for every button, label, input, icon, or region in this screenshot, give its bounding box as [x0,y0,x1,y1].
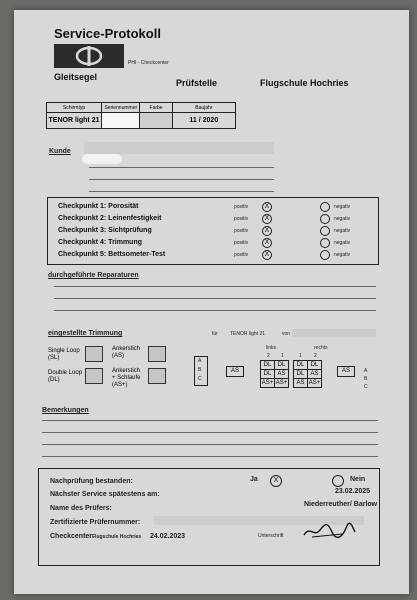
checkpoint-label: Checkpunkt 3: Sichtprüfung [58,227,152,234]
as-box-left: AS [226,366,244,377]
ja-label: Ja [250,476,258,483]
value-farbe [140,113,172,129]
as-box-right: AS [337,366,355,377]
trim-von: von [282,331,291,337]
positive-checkbox[interactable]: X [262,238,272,248]
rechts-label: rechts [314,345,328,351]
trim-grid-cell: DL [308,361,322,370]
checkpoint-label: Checkpunkt 4: Trimmung [58,239,143,246]
redacted-name [82,154,122,164]
kunde-label: Kunde [49,148,71,155]
single-loop-label: Single Loop (SL) [48,348,80,361]
ankerstich-label: Ankerstich (AS) [112,346,141,359]
trim-grid-cell: DL [294,370,308,379]
negative-checkbox[interactable] [320,250,330,260]
school-name: Flugschule Hochries [260,78,349,88]
trim-model: TENOR light 21 [230,331,266,337]
col-num-left-2: 2 [267,353,270,359]
negative-checkbox[interactable] [320,226,330,236]
trim-grid-cell: AS+ [308,380,321,386]
double-loop-image [85,368,103,384]
checkpoint-label: Checkpunkt 5: Bettsometer-Test [58,251,166,258]
nein-label: Nein [350,476,366,483]
trim-grid-cell: DL [275,361,289,370]
trim-grid-right [293,360,322,388]
positive-label: positiv [234,216,249,222]
trim-grid-cell: AS [308,370,322,379]
header-schirmtyp: Schirmtyp [47,103,102,113]
negative-checkbox[interactable] [320,202,330,212]
header-baujahr: Baujahr [172,103,235,113]
value-schirmtyp: TENOR light 21 [47,113,102,129]
trim-label: eingestellte Trimmung [48,330,123,337]
pruefer-label: Name des Prüfers: [50,505,112,512]
checkpoint-label: Checkpunkt 1: Porosität [58,203,139,210]
positive-checkbox[interactable]: X [262,202,272,212]
page-title: Service-Protokoll [54,26,161,41]
nachpruefung-label: Nachprüfung bestanden: [50,478,133,485]
col-num-right-2: 2 [314,353,317,359]
trim-grid-cell: DL [261,361,275,370]
value-seriennummer [102,113,140,129]
ankerstich-schlaufe-label: Ankerstich + Schlaufe (AS+) [112,368,141,388]
checkpoint-label: Checkpunkt 2: Leinenfestigkeit [58,215,162,222]
naechster-service-value: 23.02.2025 [335,488,371,495]
abc-right-a: A [364,368,368,374]
negative-label: negativ [334,228,351,234]
abc-right-c: C [364,384,368,390]
double-loop-label: Double Loop (DL) [48,370,83,383]
pruefer-value: Niederreuther/ Barlow [304,501,378,508]
positive-label: positiv [234,228,249,234]
abc-left-b: B [198,367,202,373]
col-num-left-1: 1 [281,353,284,359]
glider-info-table [46,102,236,129]
trim-grid-cell: AS [275,370,289,379]
trim-fuer: für [212,331,218,337]
negative-label: negativ [334,216,351,222]
negative-label: negativ [334,204,351,210]
trim-grid-cell: DL [294,361,308,370]
header-seriennummer: Seriennummer [102,103,140,113]
phi-logo [54,44,124,68]
single-loop-image [85,346,103,362]
ankerstich-schlaufe-image [148,368,166,384]
ankerstich-image [148,346,166,362]
abc-left-c: C [198,376,202,382]
negative-label: negativ [334,252,351,258]
positive-label: positiv [234,252,249,258]
checkcenter-footer-value: Flugschule Hochries [92,534,142,540]
positive-checkbox[interactable]: X [262,214,272,224]
positive-checkbox[interactable]: X [262,226,272,236]
value-baujahr: 11 / 2020 [172,113,235,129]
abc-right-b: B [364,376,368,382]
checkcenter-date: 24.02.2023 [150,533,186,540]
signature [302,520,357,540]
positive-checkbox[interactable]: X [262,250,272,260]
links-label: links [266,345,277,351]
negative-checkbox[interactable] [320,238,330,248]
trim-grid-left [260,360,289,388]
repairs-label: durchgeführte Reparaturen [48,272,139,279]
unterschrift-label: Unterschrift [258,533,284,539]
trim-grid-cell: AS+ [261,380,274,386]
col-num-right-1: 1 [299,353,302,359]
ja-checkbox[interactable]: X [270,475,282,487]
trim-grid-cell: DL [261,370,275,379]
trim-grid-cell: AS [294,379,308,388]
service-protocol-sheet [14,10,409,594]
trim-grid-cell: AS+ [275,380,288,386]
positive-label: positiv [234,240,249,246]
phi-logo-icon [54,44,124,68]
nein-checkbox[interactable] [332,475,344,487]
negative-label: negativ [334,240,351,246]
negative-checkbox[interactable] [320,214,330,224]
remarks-label: Bemerkungen [42,407,89,414]
test-station-heading: Prüfstelle [176,78,218,88]
positive-label: positiv [234,204,249,210]
kunde-field [84,142,274,154]
checkcenter-footer-label: Checkcenter: [50,533,95,540]
header-farbe: Farbe [140,103,172,113]
checkcenter-label: PHI - Checkcenter [128,60,169,66]
abc-left-a: A [198,358,202,364]
zertifizierte-nummer-label: Zertifizierte Prüfernummer: [50,519,141,526]
naechster-service-label: Nächster Service spätestens am: [50,491,160,498]
glider-heading: Gleitsegel [54,72,98,82]
